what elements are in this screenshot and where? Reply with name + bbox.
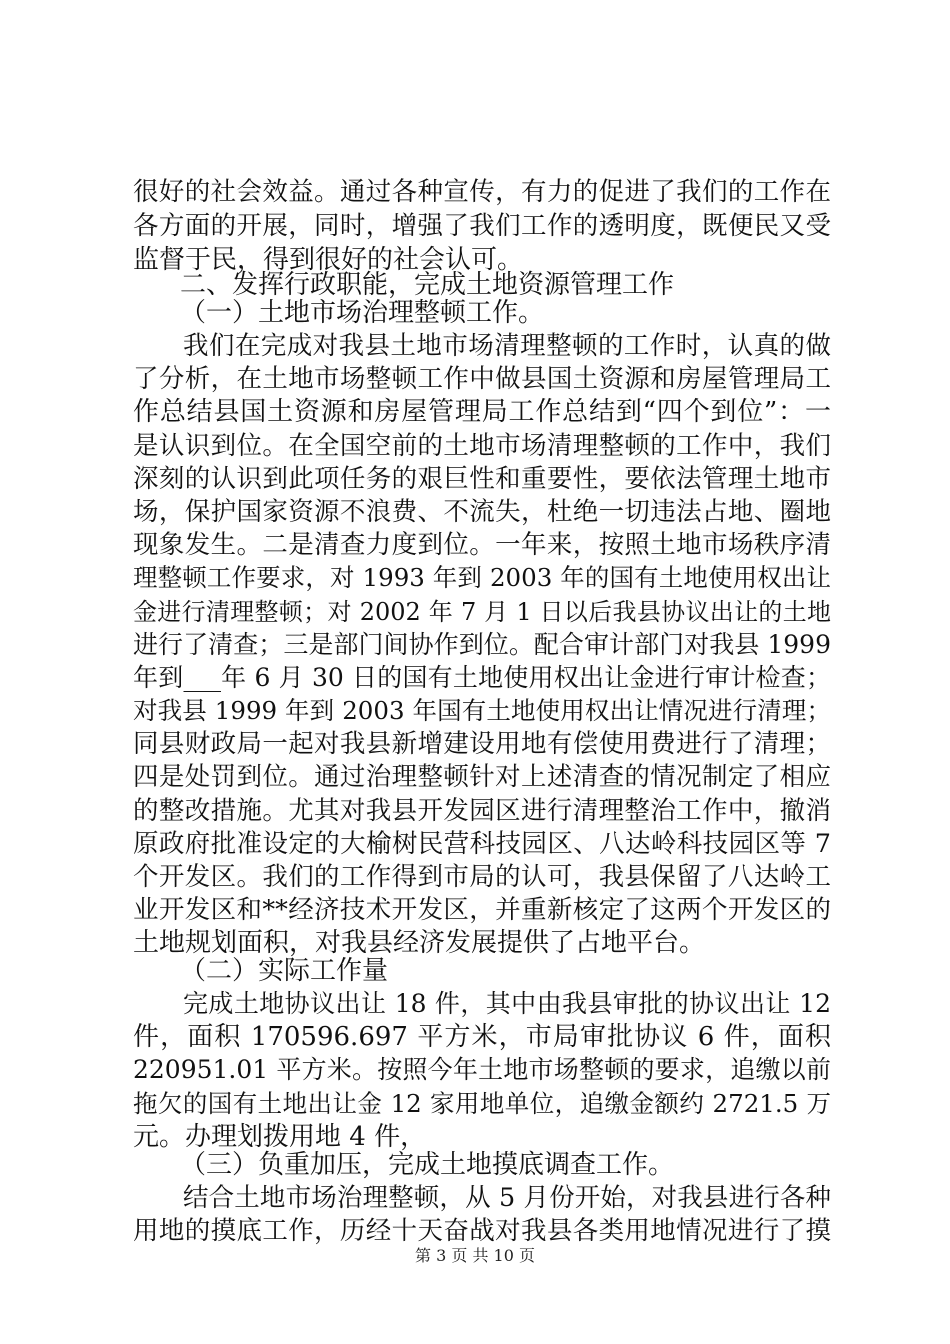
text-line: 四是处罚到位。通过治理整顿针对上述清查的情况制定了相应 (133, 762, 831, 792)
page-footer: 第 3 页 共 10 页 (415, 1246, 535, 1265)
text-line: 用地的摸底工作，历经十天奋战对我县各类用地情况进行了摸 (133, 1216, 831, 1246)
text-line: 了分析，在土地市场整顿工作中做县国土资源和房屋管理局工 (133, 364, 831, 394)
text-line: 件，面积 170596.697 平方米，市局审批协议 6 件，面积 (133, 1022, 831, 1052)
text-line: 场，保护国家资源不浪费、不流失，杜绝一切违法占地、圈地 (133, 497, 831, 527)
text-line: 完成土地协议出让 18 件，其中由我县审批的协议出让 12 (183, 989, 831, 1018)
section-heading: 二、发挥行政职能，完成土地资源管理工作 (180, 270, 675, 300)
text-line: 年到___年 6 月 30 日的国有土地使用权出让金进行审计检查； (133, 663, 831, 692)
subsection-heading: （一）土地市场治理整顿工作。 (180, 298, 545, 328)
text-line: 元。办理划拨用地 4 件， (133, 1122, 427, 1152)
text-line: 个开发区。我们的工作得到市局的认可，我县保留了八达岭工 (133, 862, 831, 892)
text-line: 各方面的开展，同时，增强了我们工作的透明度，既便民又受 (133, 211, 831, 241)
text-line: 很好的社会效益。通过各种宣传，有力的促进了我们的工作在 (133, 177, 831, 207)
text-line: 现象发生。二是清查力度到位。一年来，按照土地市场秩序清 (133, 530, 831, 560)
text-line: 结合土地市场治理整顿，从 5 月份开始，对我县进行各种 (183, 1183, 831, 1213)
text-line: 的整改措施。尤其对我县开发园区进行清理整治工作中，撤消 (133, 796, 831, 826)
text-line: 我们在完成对我县土地市场清理整顿的工作时，认真的做 (183, 331, 831, 361)
text-line: 土地规划面积，对我县经济发展提供了占地平台。 (133, 928, 706, 958)
text-line: 金进行清理整顿；对 2002 年 7 月 1 日以后我县协议出让的土地 (133, 598, 831, 626)
text-line: 理整顿工作要求，对 1993 年到 2003 年的国有土地使用权出让 (133, 563, 831, 592)
text-line: 是认识到位。在全国空前的土地市场清理整顿的工作中，我们 (133, 431, 831, 461)
text-line: 业开发区和**经济技术开发区，并重新核定了这两个开发区的 (133, 895, 831, 925)
text-line: 原政府批准设定的大榆树民营科技园区、八达岭科技园区等 7 (133, 829, 831, 859)
text-line: 220951.01 平方米。按照今年土地市场整顿的要求，追缴以前 (133, 1055, 831, 1084)
text-line: 同县财政局一起对我县新增建设用地有偿使用费进行了清理； (133, 729, 831, 759)
text-line: 拖欠的国有土地出让金 12 家用地单位，追缴金额约 2721.5 万 (133, 1089, 831, 1118)
text-line: 作总结县国土资源和房屋管理局工作总结到“四个到位”：一 (133, 397, 831, 427)
subsection-heading: （二）实际工作量 (180, 956, 389, 986)
text-line: 进行了清查；三是部门间协作到位。配合审计部门对我县 1999 (133, 630, 831, 659)
text-line: 深刻的认识到此项任务的艰巨性和重要性，要依法管理土地市 (133, 464, 831, 494)
text-line: 对我县 1999 年到 2003 年国有土地使用权出让情况进行清理； (133, 696, 831, 725)
text-line: 监督于民，得到很好的社会认可。 (133, 245, 524, 275)
subsection-heading: （三）负重加压，完成土地摸底调查工作。 (180, 1150, 675, 1180)
